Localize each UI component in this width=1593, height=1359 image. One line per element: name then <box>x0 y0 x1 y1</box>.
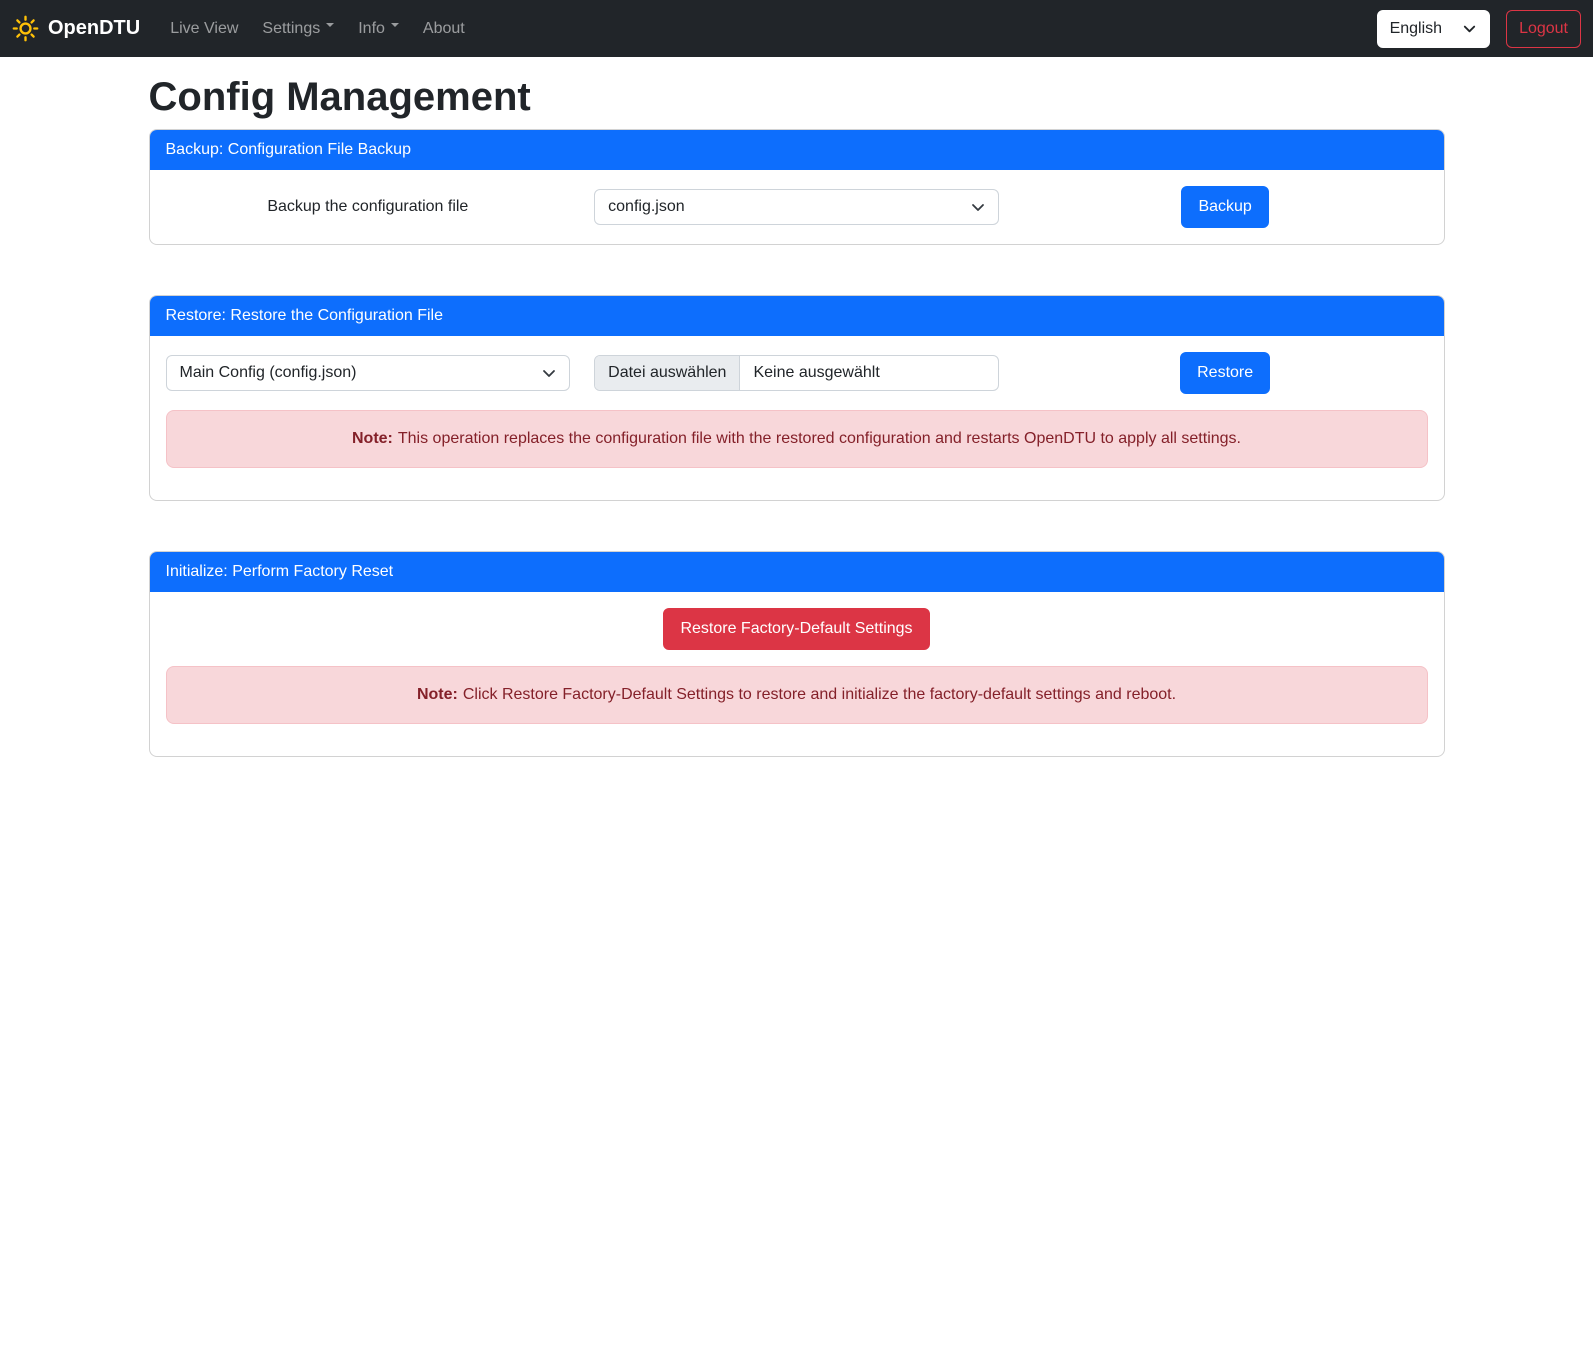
file-choose-button[interactable]: Datei auswählen <box>595 356 740 390</box>
factory-reset-card <box>149 551 1445 757</box>
restore-card <box>149 295 1445 501</box>
note-text: Click Restore Factory-Default Settings to restore and initialize the factory-default settings and reboot. <box>462 686 1177 703</box>
nav-item-label: Settings <box>262 19 321 37</box>
nav-item-label: Live View <box>170 19 239 37</box>
restore-note-alert <box>166 410 1428 468</box>
logout-button[interactable]: Logout <box>1506 10 1581 48</box>
backup-file-label: Backup the configuration file <box>267 198 469 215</box>
restore-config-select[interactable] <box>166 355 571 391</box>
restore-card-header: Restore: Restore the Configuration File <box>150 296 1444 336</box>
restore-file-input[interactable] <box>594 355 999 391</box>
chevron-down-icon <box>326 23 334 31</box>
note-text: This operation replaces the configuration file with the restored configuration and restarts OpenDTU to apply all settings. <box>397 430 1241 447</box>
sun-icon <box>12 15 39 42</box>
factory-reset-card-body <box>150 592 1444 756</box>
restore-button[interactable]: Restore <box>1180 352 1270 394</box>
brand-label: OpenDTU <box>48 17 141 39</box>
nav-item-info[interactable] <box>350 12 407 46</box>
chevron-down-icon <box>541 365 557 381</box>
factory-reset-card-header: Initialize: Perform Factory Reset <box>150 552 1444 592</box>
nav-item-about[interactable] <box>415 12 473 46</box>
navbar-right <box>1377 10 1581 48</box>
restore-card-body <box>150 336 1444 500</box>
main-container <box>137 73 1457 757</box>
backup-button[interactable]: Backup <box>1181 186 1268 228</box>
backup-card-header: Backup: Configuration File Backup <box>150 130 1444 170</box>
brand-opendtu[interactable] <box>12 15 140 42</box>
language-select-value: English <box>1389 19 1443 37</box>
backup-card <box>149 129 1445 245</box>
navbar-left <box>12 12 481 46</box>
note-prefix: Note: <box>351 430 393 447</box>
restore-config-select-value: Main Config (config.json) <box>179 364 357 381</box>
chevron-down-icon <box>1462 21 1477 36</box>
nav-item-label: Info <box>358 19 385 37</box>
nav-item-label: About <box>422 19 465 37</box>
backup-file-select-value: config.json <box>608 198 685 215</box>
nav-item-settings[interactable] <box>254 12 342 46</box>
navbar <box>0 0 1593 57</box>
factory-reset-button[interactable]: Restore Factory-Default Settings <box>663 608 929 650</box>
note-prefix: Note: <box>416 686 458 703</box>
file-status-text: Keine ausgewählt <box>753 364 880 381</box>
chevron-down-icon <box>970 199 986 215</box>
backup-card-body <box>150 170 1444 244</box>
language-select[interactable] <box>1377 10 1490 48</box>
chevron-down-icon <box>391 23 399 31</box>
page-title: Config Management <box>148 75 531 119</box>
backup-file-select[interactable] <box>594 189 999 225</box>
nav-item-live-view[interactable] <box>162 12 246 46</box>
factory-reset-note-alert <box>166 666 1428 724</box>
